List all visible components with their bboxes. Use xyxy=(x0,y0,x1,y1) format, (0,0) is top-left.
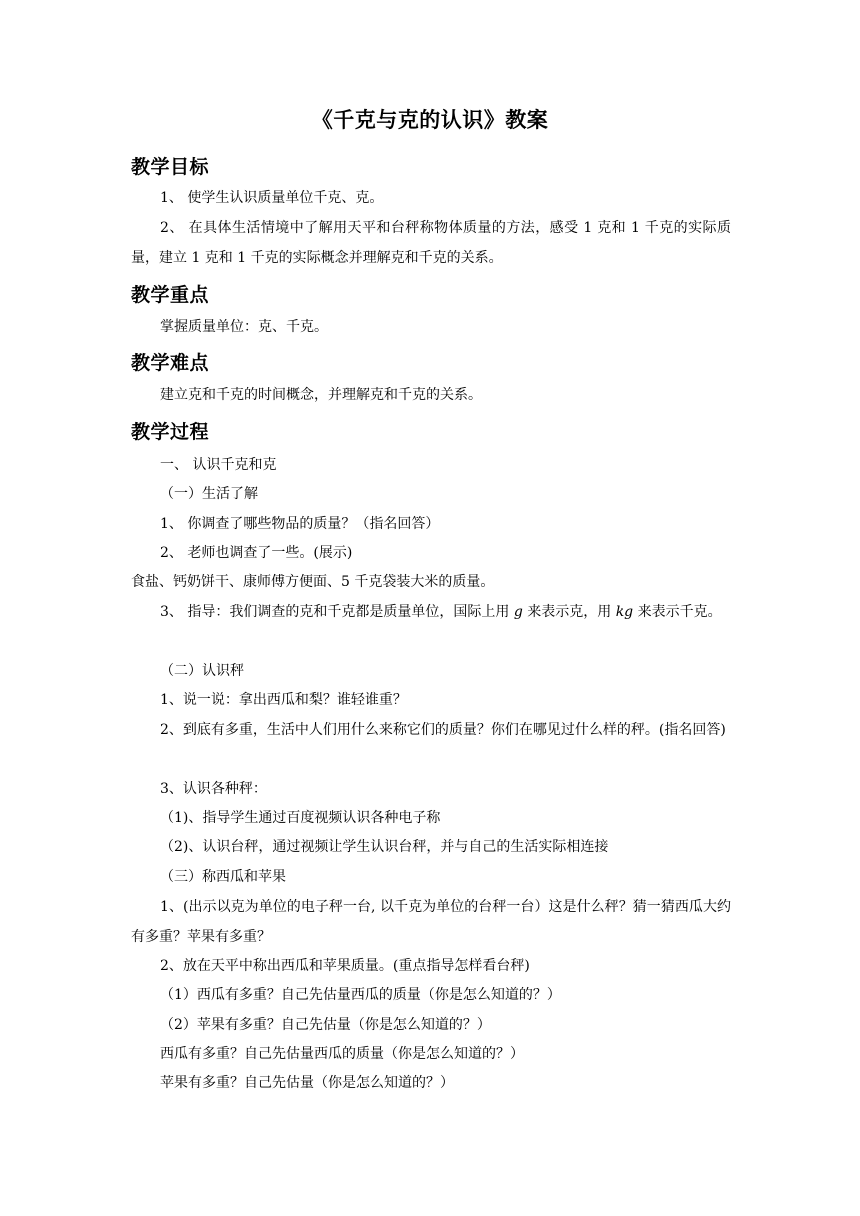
guide-text: 来表示千克。 xyxy=(633,604,722,620)
difficulty-text: 建立克和千克的时间概念，并理解克和千克的关系。 xyxy=(160,387,482,403)
process-line: （二）认识秤 xyxy=(160,663,244,679)
process-line: （2）苹果有多重？自己先估量（你是怎么知道的？） xyxy=(160,1017,491,1033)
process-line: 2、 老师也调查了一些。(展示) xyxy=(160,545,353,561)
process-line: （1）西瓜有多重？自己先估量西瓜的质量（你是怎么知道的？） xyxy=(160,987,561,1003)
guide-paragraph xyxy=(131,597,731,627)
process-paragraph: 1、(出示以克为单位的电子秤一台, 以千克为单位的台秤一台）这是什么秤？猜一猜西瓜大约有多重？苹果有多重？ xyxy=(131,899,731,945)
process-line: 苹果有多重？自己先估量（你是怎么知道的？） xyxy=(160,1075,454,1091)
heading-difficulties: 教学难点 xyxy=(131,352,210,374)
process-line: （1)、指导学生通过百度视频认识各种电子称 xyxy=(160,810,441,826)
kilogram-symbol: kg xyxy=(615,604,634,620)
process-line: 食盐、钙奶饼干、康师傅方便面、5 千克袋装大米的质量。 xyxy=(131,574,495,590)
goal-item: 2、 在具体生活情境中了解用天平和台秤称物体质量的方法，感受 1 克和 1 千克的实际质量，建立 1 克和 1 千克的实际概念并理解克和千克的关系。 xyxy=(131,220,731,266)
goal-item: 1、 使学生认识质量单位千克、克。 xyxy=(160,190,384,206)
process-paragraph: 2、到底有多重，生活中人们用什么来称它们的质量？你们在哪见过什么样的秤。(指名回答) xyxy=(160,722,726,738)
heading-teaching-process: 教学过程 xyxy=(131,421,210,443)
gram-symbol: g xyxy=(513,604,523,620)
heading-teaching-goals: 教学目标 xyxy=(131,156,210,178)
document-title: 《千克与克的认识》教案 xyxy=(311,108,549,132)
key-point-text: 掌握质量单位：克、千克。 xyxy=(160,319,328,335)
process-line: 1、 你调查了哪些物品的质量？（指名回答） xyxy=(160,516,440,532)
process-line: 西瓜有多重？自己先估量西瓜的质量（你是怎么知道的？） xyxy=(160,1046,524,1062)
process-line: （一）生活了解 xyxy=(160,486,258,502)
process-line: 一、 认识千克和克 xyxy=(160,457,277,473)
process-line: （三）称西瓜和苹果 xyxy=(160,869,286,885)
process-line: 2、放在天平中称出西瓜和苹果质量。(重点指导怎样看台秤) xyxy=(160,958,530,974)
heading-key-points: 教学重点 xyxy=(131,284,210,306)
process-line: （2)、认识台秤，通过视频让学生认识台秤，并与自己的生活实际相连接 xyxy=(160,839,609,855)
process-line: 3、认识各种秤： xyxy=(160,781,267,797)
guide-text: 3、 指导：我们调查的克和千克都是质量单位，国际上用 xyxy=(160,604,514,620)
process-line: 1、说一说：拿出西瓜和梨？谁轻谁重？ xyxy=(160,692,407,708)
guide-text: 来表示克，用 xyxy=(522,604,616,620)
